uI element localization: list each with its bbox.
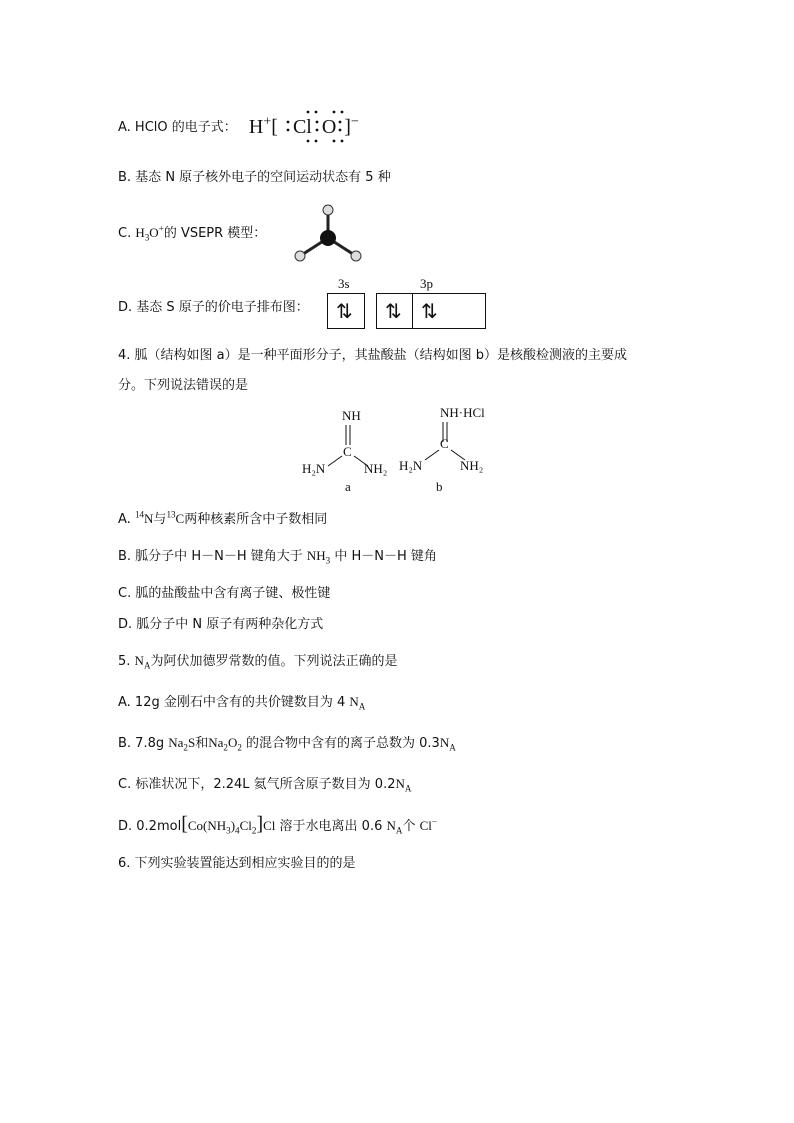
struct-a-caption: a: [345, 479, 351, 494]
struct-a-left: H₂N: [302, 461, 326, 476]
vsepr-model-diagram: [288, 202, 368, 272]
up-down-arrows-icon: ⇅: [385, 299, 402, 323]
option-c: C. $H_3O^+$的 VSEPR 模型：: [118, 223, 267, 243]
option-a-label: A. HClO 的电子式：: [118, 120, 237, 135]
cl-dots: Cl O: [278, 116, 344, 138]
q5-option-d: D. $0.2mol[Co(NH_3)_4Cl_2]Cl$ 溶于水电离出 0.6 $N_A$个 Cl−: [118, 813, 438, 836]
struct-b-right: NH₂: [460, 458, 484, 473]
q5-stem: 5. $N_A$为阿伏加德罗常数的值。下列说法正确的是: [118, 653, 398, 671]
orbital-3s-label: 3s: [338, 276, 350, 291]
q5-option-b: B. 7.8g $Na_2S$和$Na_2O_2$ 的混合物中含有的离子总数为 $0.3N_A$: [118, 735, 456, 753]
up-down-arrows-icon: ⇅: [336, 299, 353, 323]
option-b: B. 基态 N 原子核外电子的空间运动状态有 5 种: [118, 170, 391, 185]
q4-option-d: D. 胍分子中 N 原子有两种杂化方式: [118, 617, 324, 632]
struct-b-c: C: [440, 436, 449, 451]
q4-option-a: A. $^{14}$N与$^{13}$C两种核素所含中子数相同: [118, 509, 328, 527]
up-down-arrows-icon: ⇅: [421, 299, 438, 323]
q5-option-c: C. 标准状况下，2.24L 氦气所含原子数目为 $0.2N_A$: [118, 776, 412, 794]
q5-option-a: A. 12g 金刚石中含有的共价键数目为 4 $N_A$: [118, 694, 366, 712]
electron-dots-top-bottom: [294, 108, 374, 148]
option-a: [118, 114, 359, 137]
hclo-electron-formula: H+[ Cl O ]−: [248, 114, 359, 138]
q4-line2: 分。下列说法错误的是: [118, 378, 249, 393]
struct-b-left: H₂N: [399, 458, 423, 473]
q4-line1: 4. 胍（结构如图 a）是一种平面形分子，其盐酸盐（结构如图 b）是核酸检测液的主要成: [118, 348, 628, 363]
orbital-3p-box: [376, 293, 486, 329]
electron-dots-left: [283, 116, 293, 136]
option-d: D. 基态 S 原子的价电子排布图：: [118, 300, 309, 315]
struct-a-right: NH₂: [364, 461, 388, 476]
q4-option-b: B. 胍分子中 H－N－H 键角大于 $NH_3$ 中 H－N－H 键角: [118, 548, 437, 566]
struct-a-top: NH: [342, 408, 361, 423]
q6-stem: 6. 下列实验装置能达到相应实验目的的是: [118, 856, 356, 871]
struct-a-c: C: [343, 444, 352, 459]
orbital-3s-box: [327, 293, 365, 329]
orbital-3p-label: 3p: [420, 276, 433, 291]
struct-b-top: NH·HCl: [440, 405, 485, 420]
q4-option-c: C. 胍的盐酸盐中含有离子键、极性键: [118, 586, 331, 601]
struct-b-caption: b: [436, 479, 443, 494]
